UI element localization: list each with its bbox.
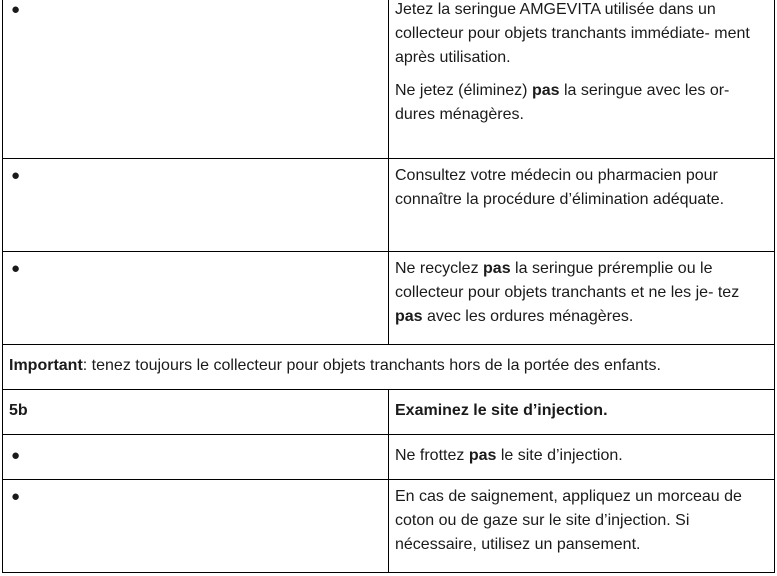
table-row: [3, 345, 775, 390]
emphasis-text: pas: [395, 308, 423, 325]
bullet-cell: [3, 252, 389, 345]
bullet-icon: ●: [11, 488, 21, 505]
text-span: Ne jetez (éliminez): [395, 82, 532, 99]
instruction-cell: [389, 435, 775, 480]
table-row: [3, 252, 775, 345]
text-span: Ne frottez: [395, 447, 469, 464]
instruction-cell: [389, 480, 775, 573]
bullet-cell: [3, 159, 389, 252]
important-text: : tenez toujours le collecteur pour objets tranchants hors de la portée des enfants.: [82, 357, 661, 374]
instructions-table: [2, 0, 775, 573]
step-title: Examinez le site d’injection.: [395, 402, 608, 419]
instruction-text: Jetez la seringue AMGEVITA utilisée dans un collecteur pour objets tranchants immédiate- ment après utilisation.: [395, 1, 750, 66]
important-label: Important: [9, 357, 83, 374]
table-row: [3, 480, 775, 573]
bullet-cell: [3, 435, 389, 480]
step-number: 5b: [9, 402, 28, 419]
text-span: la seringue avec les or- dures ménagères.: [395, 82, 730, 123]
bullet-icon: ●: [11, 447, 21, 464]
table-row: [3, 159, 775, 252]
bullet-icon: ●: [11, 1, 21, 18]
instruction-cell: [389, 0, 775, 159]
bullet-cell: [3, 480, 389, 573]
instruction-cell: [389, 159, 775, 252]
text-span: le site d’injection.: [496, 447, 623, 464]
instruction-text: En cas de saignement, appliquez un morceau de coton ou de gaze sur le site d’injection. Si nécessaire, utilisez un pansement.: [395, 488, 742, 553]
emphasis-text: pas: [468, 447, 497, 464]
table-row: [3, 435, 775, 480]
bullet-icon: ●: [11, 167, 21, 184]
bullet-icon: ●: [11, 260, 21, 277]
table-row: [3, 390, 775, 435]
table-row: [3, 0, 775, 159]
instruction-text: [395, 257, 768, 329]
emphasis-text: pas: [531, 82, 560, 99]
bullet-cell: [3, 0, 389, 159]
step-number-cell: [3, 390, 389, 435]
text-span: avec les ordures ménagères.: [422, 308, 634, 325]
important-note-cell: [3, 345, 775, 390]
instruction-text: [395, 79, 768, 127]
emphasis-text: pas: [483, 260, 511, 277]
instruction-text: Consultez votre médecin ou pharmacien pour connaître la procédure d’élimination adéquate.: [395, 167, 725, 208]
text-span: Ne recyclez: [395, 260, 484, 277]
instruction-cell: [389, 252, 775, 345]
text-span: la seringue préremplie ou le collecteur pour objets tranchants et ne les je- tez: [395, 260, 740, 301]
step-title-cell: [389, 390, 775, 435]
